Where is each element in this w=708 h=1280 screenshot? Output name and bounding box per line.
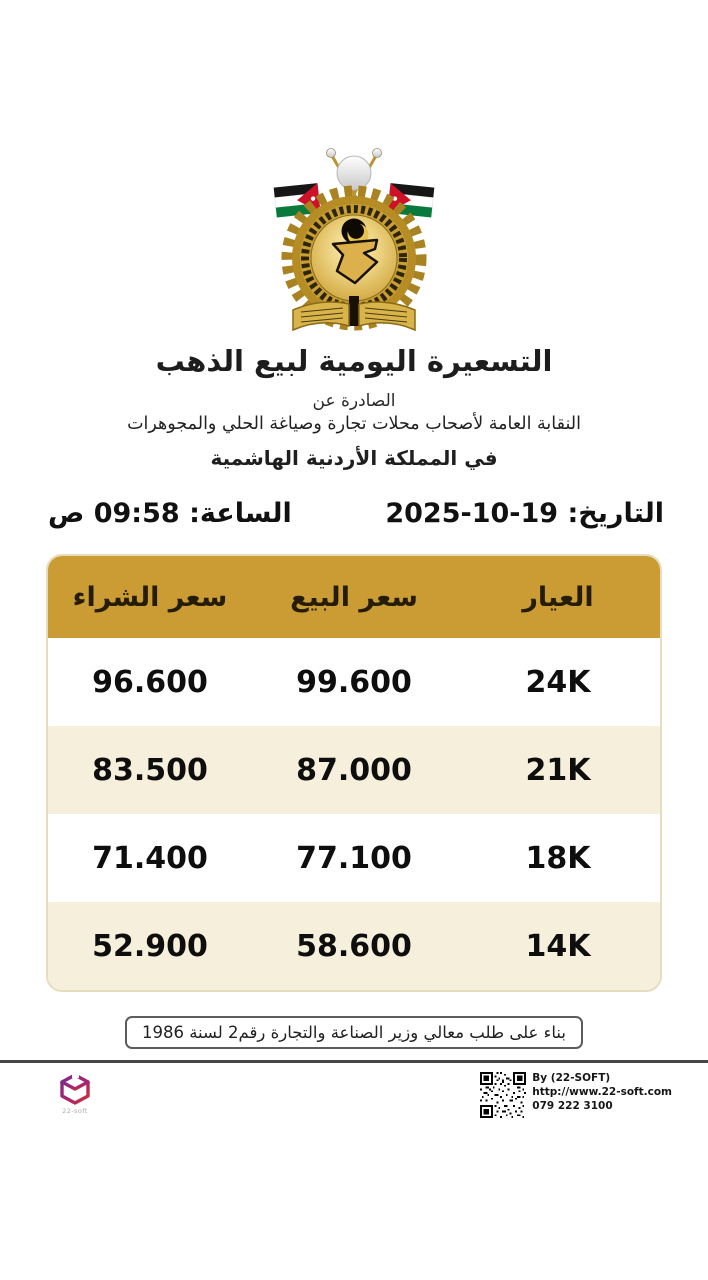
sell-price-value: 99.600	[296, 664, 412, 700]
vendor-logo-caption: 22-soft	[62, 1107, 88, 1115]
sell-price-value: 87.000	[296, 752, 412, 788]
kingdom-line: في المملكة الأردنية الهاشمية	[210, 446, 498, 470]
sell-price-value: 77.100	[296, 840, 412, 876]
buy-price-value: 71.400	[92, 840, 208, 876]
22soft-cube-logo-icon	[58, 1072, 92, 1106]
buy-price-value: 83.500	[92, 752, 208, 788]
table-row	[48, 638, 660, 726]
date-value: 19-10-2025	[385, 498, 559, 529]
syndicate-emblem-icon	[269, 140, 439, 340]
vendor-website: http://www.22-soft.com	[532, 1085, 672, 1098]
time-label: الساعة:	[189, 498, 292, 529]
time-field	[48, 498, 292, 529]
footer	[0, 1063, 708, 1118]
note-container	[0, 1016, 708, 1049]
karat-value: 24K	[525, 664, 591, 700]
syndicate-name-line: النقابة العامة لأصحاب محلات تجارة وصياغة الحلي والمجوهرات	[127, 414, 581, 434]
datetime-row	[0, 498, 708, 529]
karat-value: 18K	[525, 840, 591, 876]
qr-code-icon	[480, 1072, 526, 1118]
issued-by-line: الصادرة عن	[312, 391, 396, 411]
emblem-container	[0, 0, 708, 340]
karat-value: 21K	[525, 752, 591, 788]
header-sell-price: سعر البيع	[290, 581, 418, 613]
page-title: التسعيرة اليومية لبيع الذهب	[155, 344, 553, 378]
table-row	[48, 814, 660, 902]
sell-price-value: 58.600	[296, 928, 412, 964]
buy-price-value: 52.900	[92, 928, 208, 964]
karat-value: 14K	[525, 928, 591, 964]
vendor-contact-block	[480, 1072, 672, 1118]
table-row	[48, 726, 660, 814]
ministerial-note: بناء على طلب معالي وزير الصناعة والتجارة رقم2 لسنة 1986	[125, 1016, 583, 1049]
buy-price-value: 96.600	[92, 664, 208, 700]
header-karat: العيار	[522, 581, 594, 613]
time-value: 09:58 ص	[48, 498, 180, 529]
gold-price-table	[46, 554, 662, 992]
vendor-by-line: By (22-SOFT)	[532, 1072, 611, 1084]
date-field	[385, 498, 664, 529]
date-label: التاريخ:	[567, 498, 664, 529]
table-row	[48, 902, 660, 990]
table-header-row	[48, 556, 660, 638]
header-buy-price: سعر الشراء	[72, 581, 228, 613]
vendor-logo-block	[52, 1072, 98, 1115]
vendor-contact-text	[532, 1072, 672, 1114]
vendor-phone: 079 222 3100	[532, 1099, 613, 1112]
